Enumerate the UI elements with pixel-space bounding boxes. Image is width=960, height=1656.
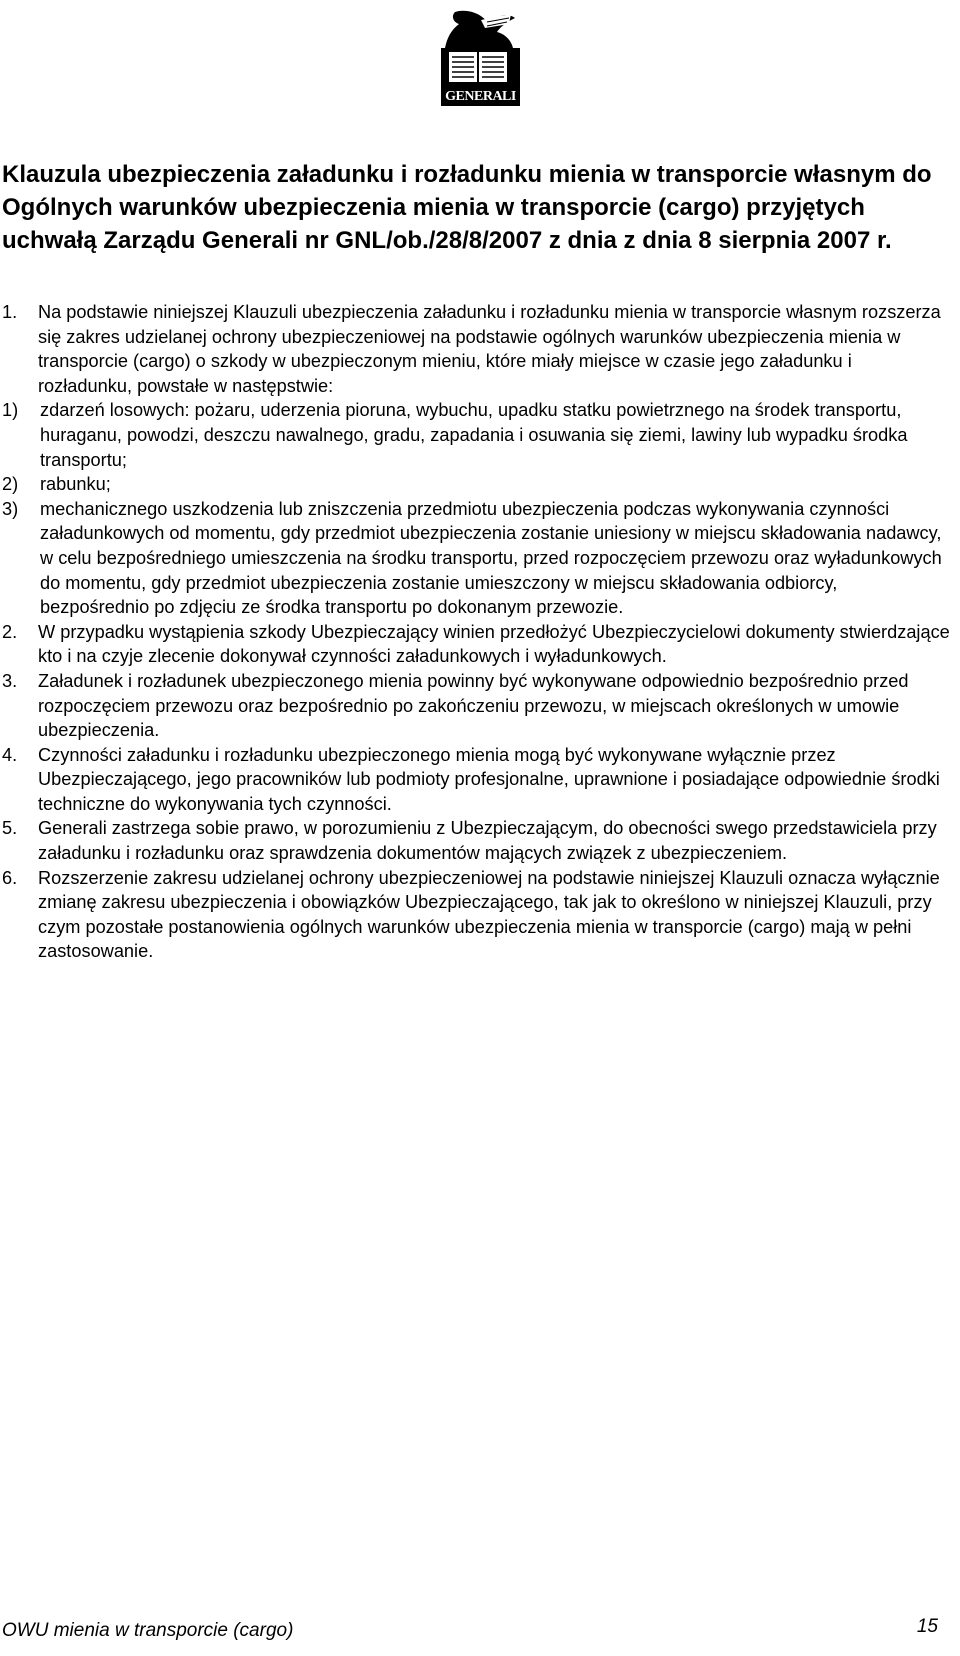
footer-document-name: OWU mienia w transporcie (cargo) (2, 1620, 294, 1641)
clause-item-1 (2, 300, 950, 620)
item-text: W przypadku wystąpienia szkody Ubezpieczający winien przedłożyć Ubezpieczycielowi dokumenty stwierdzające kto i na czyje zlecenie dokonywał czynności załadunkowych i wyładunkowych. (38, 621, 950, 667)
item-text: Rozszerzenie zakresu udzielanej ochrony ubezpieczeniowej na podstawie niniejszej Klauzuli oznacza wyłącznie zmianę zakresu ubezpieczenia i obowiązków Ubezpieczającego, tak jak to określono w niniejszej Klauzuli, przy czym pozostałe postanowienia ogólnych warunków ubezpieczenia mienia w transporcie (cargo) mają w pełni zastosowanie. (38, 867, 940, 962)
clause-item-5 (2, 816, 950, 865)
item-number: 6. (2, 867, 18, 888)
svg-text:GENERALI: GENERALI (445, 89, 516, 104)
subitem-text: rabunku; (40, 474, 111, 495)
item-text: Czynności załadunku i rozładunku ubezpieczonego mienia mogą być wykonywane wyłącznie przez Ubezpieczającego, jego pracowników lub podmioty profesjonalne, uprawnione i posiadające odpowiednie środki techniczne do wykonywania tych czynności. (38, 744, 940, 814)
subitem-text: mechanicznego uszkodzenia lub zniszczenia przedmiotu ubezpieczenia podczas wykonywania czynności załadunkowych od momentu, gdy przedmiot ubezpieczenia zostanie uniesiony w miejscu składowania nadawcy, w celu bezpośredniego umieszczenia na środku transportu, przed rozpoczęciem przewozu oraz wyładunkowych do momentu, gdy przedmiot ubezpieczenia zostanie umieszczony w miejscu składowania odbiorcy, bezpośrednio po zdjęciu ze środka transportu po dokonanym przewozie. (40, 498, 942, 618)
subitem-number: 3) (2, 498, 19, 519)
clause-item-3 (2, 669, 950, 743)
clause-item-2 (2, 620, 950, 669)
generali-logo (441, 10, 520, 106)
page-number: 15 (916, 1616, 938, 1637)
subitem-1 (2, 398, 950, 472)
item-number: 1. (2, 302, 18, 322)
item-number: 3. (2, 670, 18, 691)
subitem-number: 1) (2, 400, 19, 421)
subitem-number: 2) (2, 474, 19, 495)
item-text: Na podstawie niniejszej Klauzuli ubezpieczenia załadunku i rozładunku mienia w transporcie własnym rozszerza się zakres udzielanej ochrony ubezpieczeniowej na podstawie ogólnych warunków ubezpieczenia mienia w transporcie (cargo) o szkody w ubezpieczonym mieniu, które miały miejsce w czasie jego załadunku i rozładunku, powstałe w następstwie: (38, 302, 941, 396)
subitem-2 (2, 472, 950, 497)
clause-item-6 (2, 866, 950, 964)
item-number: 5. (2, 818, 18, 839)
item-text: Generali zastrzega sobie prawo, w porozumieniu z Ubezpieczającym, do obecności swego przedstawiciela przy załadunku i rozładunku oraz sprawdzenia dokumentów mających związek z ubezpieczeniem. (38, 818, 937, 864)
lion-icon (441, 10, 520, 106)
clause-body (2, 300, 950, 964)
clause-item-4 (2, 743, 950, 817)
item-text: Załadunek i rozładunek ubezpieczonego mienia powinny być wykonywane odpowiednio bezpośrednio przed rozpoczęciem przewozu oraz bezpośrednio po zakończeniu przewozu, w miejscach określonych w umowie ubezpieczenia. (38, 670, 909, 741)
item-number: 2. (2, 621, 18, 642)
item-number: 4. (2, 744, 18, 765)
subitem-3 (2, 497, 950, 620)
document-title: Klauzula ubezpieczenia załadunku i rozładunku mienia w transporcie własnym do Ogólnych warunków ubezpieczenia mienia w transporcie (cargo) przyjętych uchwałą Zarządu Generali nr GNL/ob./28/8/2007 z dnia z dnia 8 sierpnia 2007 r. (2, 161, 932, 254)
subitem-text: zdarzeń losowych: pożaru, uderzenia pioruna, wybuchu, upadku statku powietrznego na środek transportu, huraganu, powodzi, deszczu nawalnego, gradu, zapadania i osuwania się ziemi, lawiny lub wypadku środka transportu; (40, 400, 908, 470)
